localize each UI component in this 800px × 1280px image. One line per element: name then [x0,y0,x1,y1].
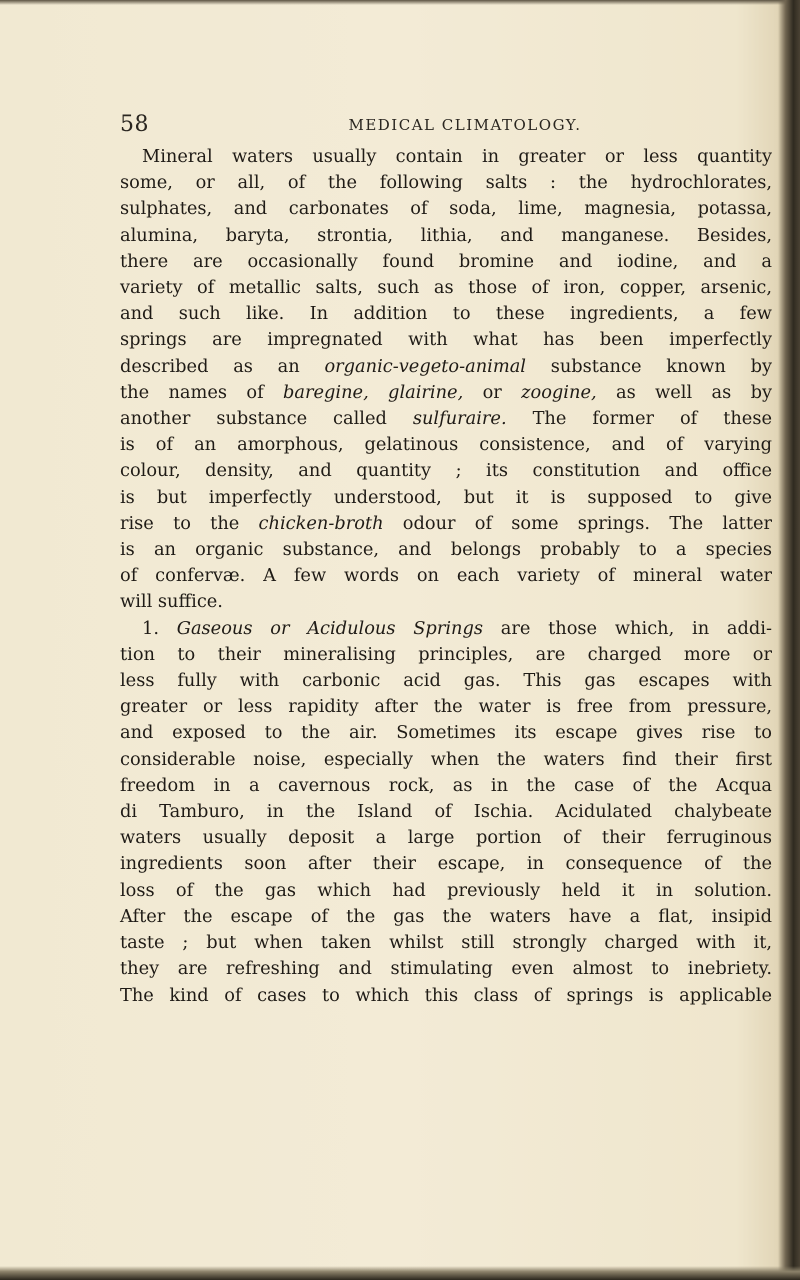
text-line: taste ; but when taken whilst still strongly charged with it, [120,932,772,954]
text-line: another substance called sulfuraire. The former of these [120,408,772,430]
text-line: will suffice. [120,591,223,613]
text-line: alumina, baryta, strontia, lithia, and manganese. Besides, [120,224,772,246]
text-line: is of an amorphous, gelatinous consistence, and of varying [120,434,772,456]
text-line: colour, density, and quantity ; its constitution and office [120,460,772,482]
text-line: di Tamburo, in the Island of Ischia. Acidulated chalybeate [120,801,772,823]
body-text [120,144,772,1009]
italic-term: zoogine, [521,381,597,403]
text-line: there are occasionally found bromine and iodine, and a [120,250,772,272]
text-line: springs are impregnated with what has been imperfectly [120,329,772,351]
page-right-edge-shadow [778,0,800,1280]
section-heading-italic: Gaseous or Acidulous Springs [176,617,483,639]
text-line: the names of baregine, glairine, or zoogine, as well as by [120,381,772,403]
text-line: and exposed to the air. Sometimes its escape gives rise to [120,722,772,744]
text-line: they are refreshing and stimulating even almost to inebriety. [120,958,772,980]
text-line: sulphates, and carbonates of soda, lime, magnesia, potassa, [120,198,772,220]
text-line: some, or all, of the following salts : the hydrochlorates, [120,172,772,194]
text-line: is an organic substance, and belongs probably to a species [120,539,772,561]
text-line: greater or less rapidity after the water is free from pressure, [120,696,772,718]
running-head: MEDICAL CLIMATOLOGY. [348,116,582,134]
text-line: considerable noise, especially when the waters find their first [120,748,772,770]
text-line: of confervæ. A few words on each variety of mineral water [120,565,772,587]
text-line: ingredients soon after their escape, in consequence of the [120,853,772,875]
text-line: and such like. In addition to these ingredients, a few [120,303,772,325]
text-line: tion to their mineralising principles, are charged more or [120,643,772,665]
text-line: variety of metallic salts, such as those of iron, copper, arsenic, [120,277,772,299]
italic-term: organic-vegeto-animal [324,355,526,377]
text-line: 1. Gaseous or Acidulous Springs are those which, in addi- [142,617,772,639]
text-line: After the escape of the gas the waters have a flat, insipid [120,905,772,927]
page-bottom-edge-shadow [0,1266,800,1280]
text-line: rise to the chicken-broth odour of some springs. The latter [120,512,772,534]
text-line: is but imperfectly understood, but it is supposed to give [120,486,772,508]
italic-term: chicken-broth [258,512,384,534]
italic-term: sulfuraire. [412,408,507,430]
text-line: described as an organic-vegeto-animal substance known by [120,355,772,377]
text-line: less fully with carbonic acid gas. This gas escapes with [120,670,772,692]
text-line: freedom in a cavernous rock, as in the case of the Acqua [120,774,772,796]
page-number: 58 [120,112,149,137]
text-line: The kind of cases to which this class of springs is applicable [120,984,772,1006]
text-line: Mineral waters usually contain in greater or less quantity [142,146,772,167]
page-top-edge [0,0,800,5]
italic-term: baregine, glairine, [283,381,464,403]
text-line: waters usually deposit a large portion of their ferruginous [120,827,772,849]
text-line: loss of the gas which had previously held it in solution. [120,879,772,901]
